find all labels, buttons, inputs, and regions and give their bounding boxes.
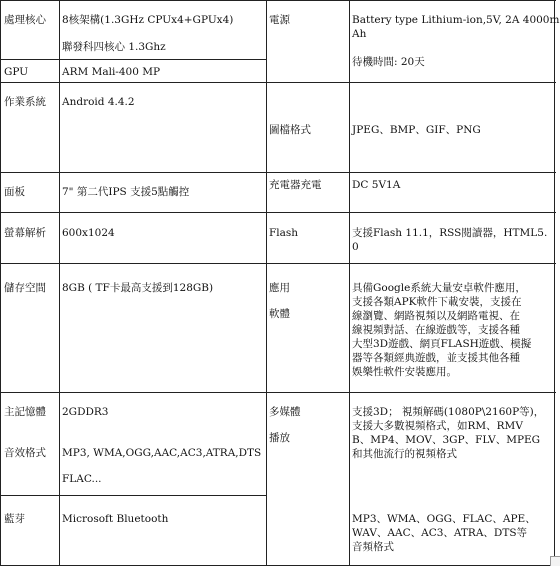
memory-label: 主記憶體 — [4, 406, 46, 418]
panel-value: 7" 第二代IPS 支援5點觸控 — [62, 186, 190, 198]
apps-line: 器等各類經典遊戲，並支援其他各種 — [352, 352, 520, 364]
processor-value: 8核架構(1.3GHz CPUx4+GPUx4) — [62, 14, 234, 26]
image-format-value: JPEG、BMP、GIF、PNG — [352, 124, 481, 136]
apps-line: 大型3D遊戲、網頁FLASH遊戲、模擬 — [352, 338, 532, 350]
row-divider — [1, 172, 556, 173]
video-format-line: 支援3D； 視頻解碼(1080P\2160P等)， — [352, 406, 545, 418]
gpu-label: GPU — [4, 66, 29, 78]
audio-format-value-2: FLAC... — [62, 473, 102, 485]
charger-value: DC 5V1A — [352, 179, 401, 191]
multimedia-label-2: 播放 — [269, 432, 290, 444]
column-divider — [349, 0, 350, 566]
storage-label: 儲存空間 — [4, 282, 46, 294]
power-label: 電源 — [269, 14, 290, 26]
power-value: Battery type Lithium-ion,5V, 2A 4000m — [352, 14, 560, 26]
row-divider — [1, 59, 266, 60]
image-format-label: 圖檔格式 — [269, 124, 311, 136]
flash-value: 支援Flash 11.1，RSS閱讀器，HTML5. — [352, 227, 548, 239]
video-format-line: 和其他流行的視頻格式 — [352, 448, 457, 460]
resize-handle-icon — [550, 556, 560, 566]
audio-format-label: 音效格式 — [4, 447, 46, 459]
resolution-value: 600x1024 — [62, 227, 115, 239]
bluetooth-value: Microsoft Bluetooth — [62, 513, 169, 525]
row-divider — [1, 495, 266, 496]
row-divider — [1, 392, 556, 393]
apps-label-2: 軟體 — [269, 308, 290, 320]
audio-support-line: MP3、WMA、OGG、FLAC、APE、 — [352, 513, 536, 525]
os-label: 作業系統 — [4, 96, 46, 108]
audio-support-line: WAV、AAC、AC3、ATRA、DTS等 — [352, 527, 528, 539]
apps-line: 線視頻對話、在線遊戲等，支援各種 — [352, 324, 520, 336]
os-value: Android 4.4.2 — [62, 96, 135, 108]
video-format-line: 支援大多數視頻格式，如RM、RMV — [352, 420, 523, 432]
processor-value-2: 聯發科四核心 1.3Ghz — [62, 41, 166, 53]
bluetooth-label: 藍芽 — [4, 513, 25, 525]
memory-value: 2GDDR3 — [62, 406, 109, 418]
column-divider — [266, 0, 267, 566]
column-divider — [59, 0, 60, 566]
row-divider — [1, 82, 556, 83]
audio-support-line: 音頻格式 — [352, 541, 394, 553]
row-divider — [1, 263, 556, 264]
storage-value: 8GB ( TF卡最高支援到128GB) — [62, 282, 214, 294]
row-divider — [1, 212, 556, 213]
processor-label: 處理核心 — [4, 14, 46, 26]
video-format-line: B、MP4、MOV、3GP、FLV、MPEG — [352, 434, 541, 446]
gpu-value: ARM Mali-400 MP — [62, 66, 161, 78]
apps-line: 線瀏覽、網路視頻以及網路電視、在 — [352, 310, 520, 322]
multimedia-label: 多媒體 — [269, 406, 301, 418]
resolution-label: 螢幕解析 — [4, 227, 46, 239]
apps-line: 支援各類APK軟件下載安裝，支援在 — [352, 296, 522, 308]
apps-line: 具備Google系統大量安卓軟件應用， — [352, 282, 526, 294]
flash-value-2: 0 — [352, 241, 359, 253]
table-border-top — [1, 0, 556, 1]
power-value-2: Ah — [352, 28, 367, 40]
panel-label: 面板 — [4, 186, 25, 198]
apps-line: 娛樂性軟件安裝應用。 — [352, 366, 457, 378]
audio-format-value: MP3, WMA,OGG,AAC,AC3,ATRA,DTS — [62, 447, 262, 459]
standby-time: 待機時間: 20天 — [352, 56, 425, 68]
flash-label: Flash — [269, 227, 299, 239]
charger-label: 充電器充電 — [269, 179, 322, 191]
apps-label: 應用 — [269, 282, 290, 294]
